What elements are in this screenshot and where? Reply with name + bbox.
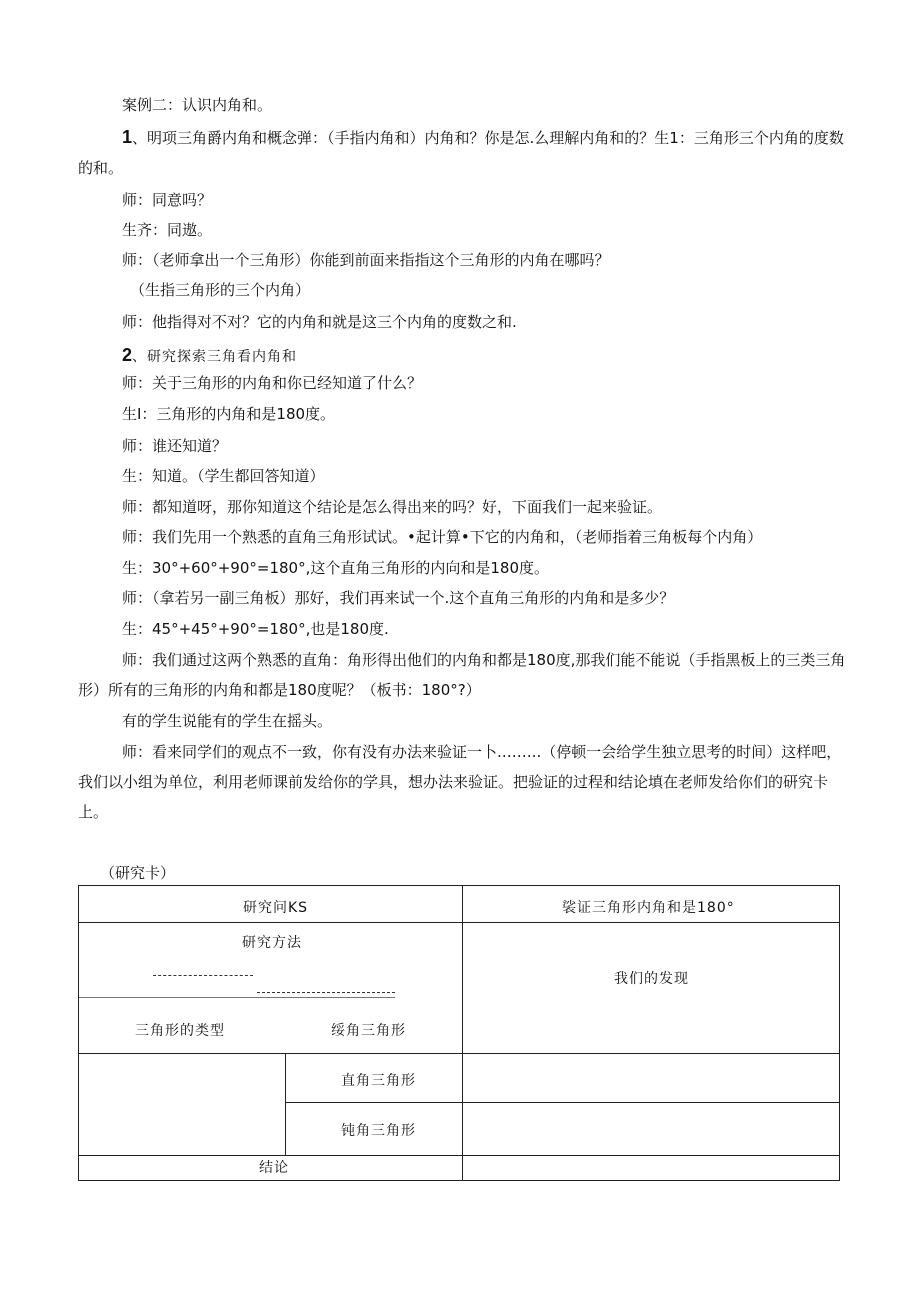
dialogue-paragraph: 师：看来同学们的观点不一致，你有没有办法来验证一卜.……..（停顿一会给学生独立思考的时间）这样吧，我们以小组为单位，利用老师课前发给你的学具，想办法来验证。把验证的过程和结论填在老师发给你们的研究卡上。 bbox=[78, 743, 842, 821]
type-obtuse: 钝角三角形 bbox=[341, 1123, 416, 1139]
case-heading: 案例二：认识内角和。 bbox=[122, 96, 273, 114]
dialogue-line: 师：关于三角形的内角和你已经知道了什么？ bbox=[122, 374, 423, 392]
method-label: 研究方法 bbox=[242, 935, 302, 951]
dialogue-line: 师：谁还知道？ bbox=[122, 437, 228, 455]
blank-line bbox=[153, 975, 253, 976]
dialogue-line: 师：我们先用一个熟悉的直角三角形试试。•起计算•下它的内角和，（老师指着三角板每个内角） bbox=[122, 528, 763, 546]
dialogue-line: 生：45°+45°+90°=180°,也是180度. bbox=[122, 620, 389, 638]
dialogue-line: 师：他指得对不对？它的内角和就是这三个内角的度数之和. bbox=[122, 313, 517, 331]
triangle-type-label: 三角形的类型 bbox=[135, 1023, 225, 1039]
divider-row-4 bbox=[79, 1155, 839, 1156]
dialogue-line: 生齐：同遨。 bbox=[122, 221, 213, 239]
divider-row-2 bbox=[79, 1053, 839, 1054]
dialogue-line: 生：知道。（学生都回答知道） bbox=[122, 467, 325, 485]
conclusion-label: 结论 bbox=[259, 1160, 289, 1176]
research-card-table bbox=[78, 885, 840, 1181]
divider-row-1 bbox=[79, 922, 839, 923]
blank-line bbox=[257, 992, 395, 993]
divider-vertical-types bbox=[285, 1053, 286, 1155]
findings-label: 我们的发现 bbox=[614, 971, 689, 987]
dialogue-line: 师：（拿若另一副三角板）那好，我们再来试一个.这个直角三角形的内角和是多少？ bbox=[122, 589, 675, 607]
question-value: 裟证三角形内角和是180° bbox=[562, 900, 735, 916]
divider-vertical-main bbox=[462, 886, 463, 1181]
dialogue-line: 生I：三角形的内角和是180度。 bbox=[122, 405, 336, 423]
section-2-heading: 2、研究探索三角看内角和 bbox=[122, 345, 298, 365]
section-1-paragraph: 1、明项三角爵内角和概念弹：（手指内角和）内角和？你是怎.么理解内角和的？生1：三角形三个内角的度数的和。 bbox=[78, 127, 844, 177]
type-right: 直角三角形 bbox=[341, 1073, 416, 1089]
stage-direction: （生指三角形的三个内角） bbox=[130, 281, 311, 299]
dialogue-paragraph: 师：我们通过这两个熟悉的直角：角形得出他们的内角和都是180度,那我们能不能说（手指黑板上的三类三角形）所有的三角形的内角和都是180度呢？（板书：180°?） bbox=[78, 651, 846, 699]
divider-row-3 bbox=[285, 1102, 839, 1103]
dialogue-line: 师：都知道呀，那你知道这个结论是怎么得出来的吗？好，下面我们一起来验证。 bbox=[122, 498, 663, 516]
narration-line: 有的学生说能有的学生在摇头。 bbox=[122, 712, 333, 730]
dialogue-line: 师：（老师拿出一个三角形）你能到前面来指指这个三角形的内角在哪吗？ bbox=[122, 251, 610, 269]
blank-line bbox=[79, 997, 395, 998]
type-acute: 绥角三角形 bbox=[331, 1023, 406, 1039]
dialogue-line: 生：30°+60°+90°=180°,这个直角三角形的内向和是180度。 bbox=[122, 559, 549, 577]
dialogue-line: 师：同意吗？ bbox=[122, 191, 213, 209]
card-caption: （研究卡） bbox=[100, 864, 176, 882]
question-label: 研究问KS bbox=[243, 900, 309, 916]
